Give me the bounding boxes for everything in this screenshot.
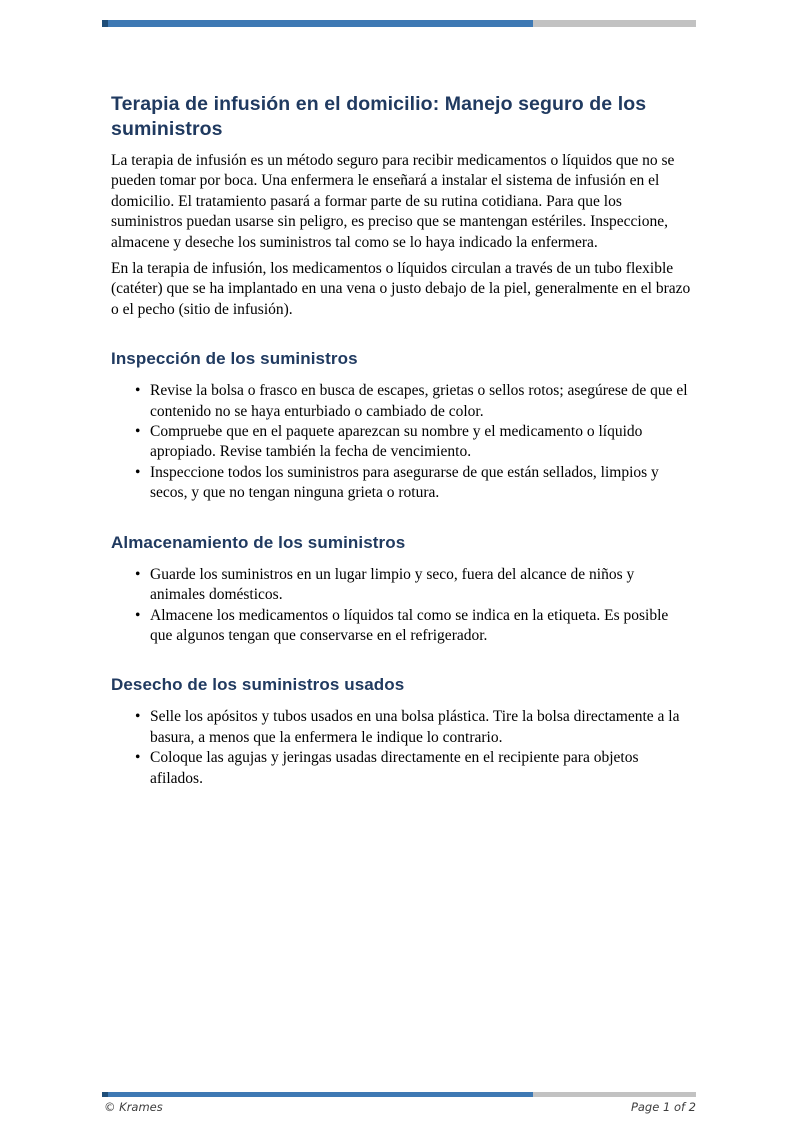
bullet-list-almacenamiento [102, 565, 696, 647]
list-item: • Guarde los suministros en un lugar limpio y seco, fuera del alcance de niños y animales domésticos. [102, 565, 690, 606]
section-heading-almacenamiento: Almacenamiento de los suministros [111, 532, 406, 552]
section-inspeccion [102, 348, 696, 503]
footer-text-row [102, 1100, 696, 1114]
header-rule [102, 20, 696, 27]
section-almacenamiento [102, 532, 696, 647]
intro-paragraph-2: En la terapia de infusión, los medicamentos o líquidos circulan a través de un tubo flexible (catéter) que se ha implantado en una vena o justo debajo de la piel, generalmente en el brazo o el pecho (sitio de infusión). [111, 260, 691, 318]
intro-paragraph-1: La terapia de infusión es un método seguro para recibir medicamentos o líquidos que no se pueden tomar por boca. Una enfermera le enseñará a instalar el sistema de infusión en el domicilio. El tratamiento pasará a formar parte de su rutina cotidiana. Para que los suministros puedan usarse sin peligro, es preciso que se mantengan estériles. Inspeccione, almacene y deseche los suministros tal como se lo haya indicado la enfermera. [111, 152, 675, 251]
list-item: • Selle los apósitos y tubos usados en una bolsa plástica. Tire la bolsa directamente a la basura, a menos que la enfermera le indique lo contrario. [102, 707, 690, 748]
footer-rule-gray-segment [533, 1092, 696, 1097]
list-item: • Inspeccione todos los suministros para asegurarse de que están sellados, limpios y secos, y que no tengan ninguna grieta o rotura. [102, 463, 690, 504]
header-rule-blue-segment [108, 20, 533, 27]
bullet-list-desecho [102, 707, 696, 789]
list-item: • Revise la bolsa o frasco en busca de escapes, grietas o sellos rotos; asegúrese de que el contenido no se haya enturbiado o cambiado de color. [102, 381, 690, 422]
footer-rule-blue-segment [108, 1092, 533, 1097]
list-item: • Coloque las agujas y jeringas usadas directamente en el recipiente para objetos afilados. [102, 748, 690, 789]
page-number: Page 1 of 2 [630, 1100, 696, 1114]
header-rule-gray-segment [533, 20, 696, 27]
section-desecho [102, 674, 696, 789]
section-heading-desecho: Desecho de los suministros usados [111, 675, 405, 695]
document-page [102, 0, 696, 1131]
bullet-list-inspeccion [102, 381, 696, 503]
footer-rule [102, 1092, 696, 1097]
page-footer [102, 1092, 696, 1114]
list-item: • Compruebe que en el paquete aparezcan su nombre y el medicamento o líquido apropiado. Revise también la fecha de vencimiento. [102, 422, 690, 463]
section-heading-inspeccion: Inspección de los suministros [111, 349, 358, 369]
page-title: Terapia de infusión en el domicilio: Manejo seguro de los suministros [111, 93, 647, 140]
list-item: • Almacene los medicamentos o líquidos tal como se indica en la etiqueta. Es posible que algunos tengan que conservarse en el refrigerador. [102, 606, 690, 647]
copyright-text: © Krames [104, 1100, 163, 1114]
